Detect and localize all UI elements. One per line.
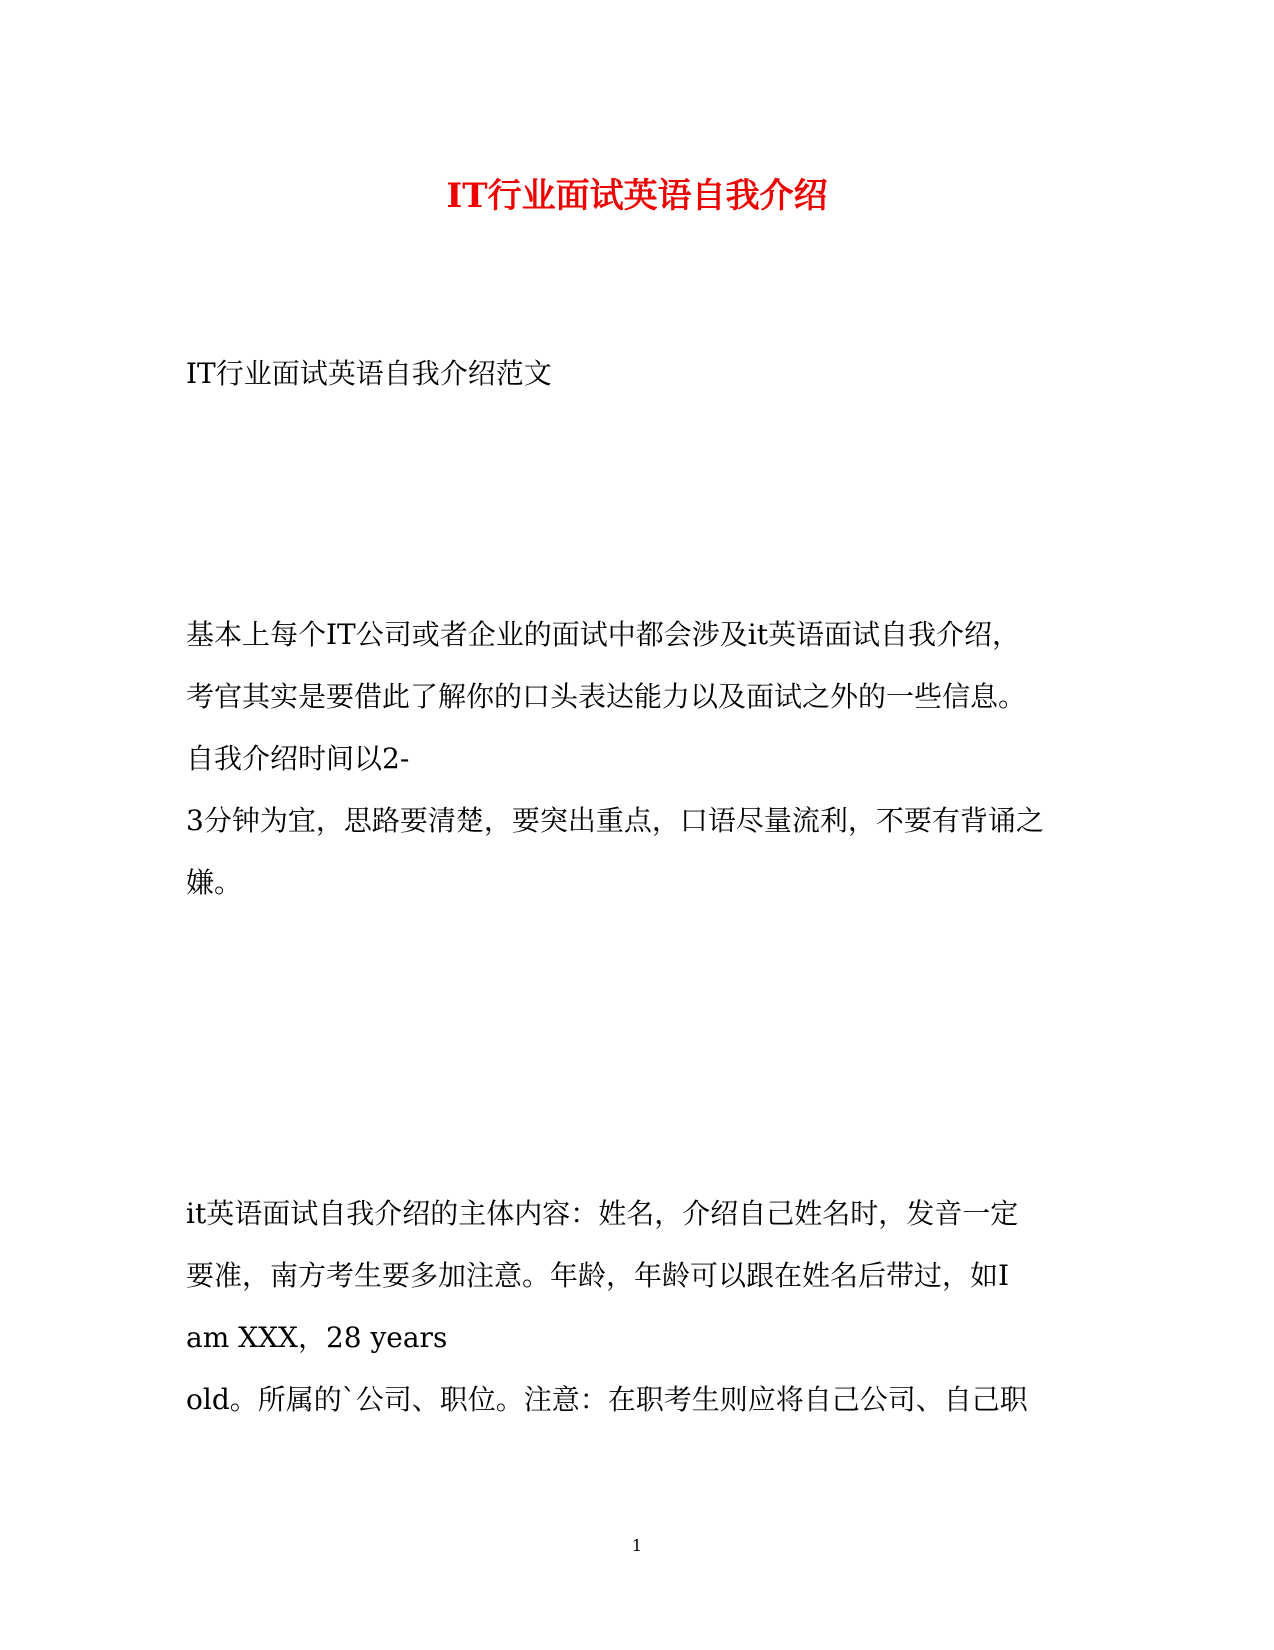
paragraph-line: 3分钟为宜，思路要清楚，要突出重点，口语尽量流利，不要有背诵之 [186,804,1044,837]
paragraph-line: 要准，南方考生要多加注意。年龄，年龄可以跟在姓名后带过，如I [186,1259,1010,1292]
paragraph-line: 考官其实是要借此了解你的口头表达能力以及面试之外的一些信息。 [186,680,1027,713]
paragraph-line: 嫌。 [186,866,243,899]
paragraph-line: am XXX，28 years [186,1321,448,1354]
page-number: 1 [631,1536,643,1555]
paragraph-line: old。所属的`公司、职位。注意：在职考生则应将自己公司、自己职 [186,1383,1028,1416]
paragraph-line: 基本上每个IT公司或者企业的面试中都会涉及it英语面试自我介绍， [186,618,1020,651]
paragraph-line: 自我介绍时间以2- [186,742,410,775]
paragraph-line: it英语面试自我介绍的主体内容：姓名，介绍自己姓名时，发音一定 [186,1197,1019,1230]
document-subtitle: IT行业面试英语自我介绍范文 [186,357,552,390]
document-title: IT行业面试英语自我介绍 [446,176,828,216]
